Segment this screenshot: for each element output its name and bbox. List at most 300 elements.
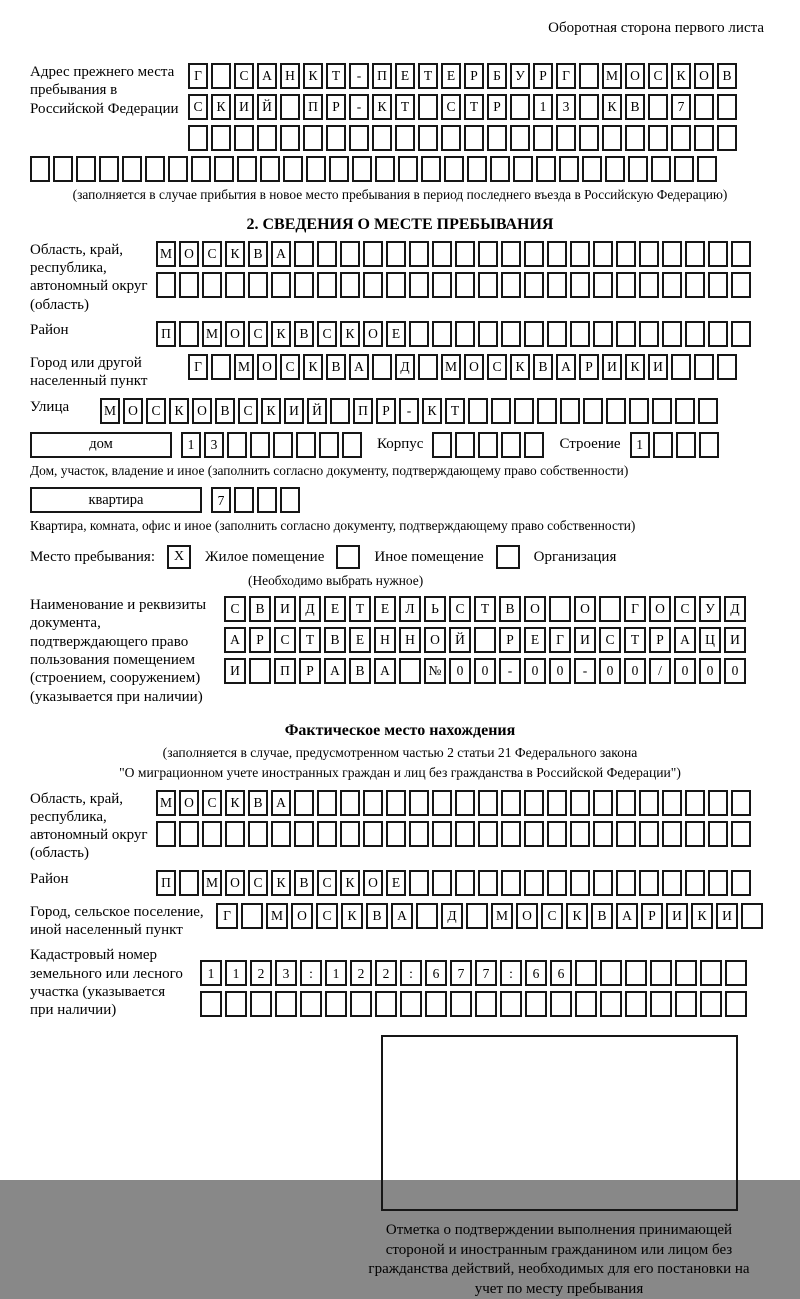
- char-cell[interactable]: О: [649, 596, 671, 622]
- char-cell[interactable]: Д: [441, 903, 463, 929]
- char-cell[interactable]: М: [202, 321, 222, 347]
- char-cell[interactable]: И: [716, 903, 738, 929]
- char-cell[interactable]: [340, 272, 360, 298]
- char-cell[interactable]: [570, 790, 590, 816]
- char-cell[interactable]: [650, 991, 672, 1017]
- char-cell[interactable]: [628, 156, 648, 182]
- char-cell[interactable]: [467, 156, 487, 182]
- char-cell[interactable]: [455, 790, 475, 816]
- char-cell[interactable]: И: [648, 354, 668, 380]
- char-cell[interactable]: [717, 125, 737, 151]
- char-cell[interactable]: [524, 321, 544, 347]
- char-cell[interactable]: 0: [674, 658, 696, 684]
- char-cell[interactable]: [524, 241, 544, 267]
- char-cell[interactable]: Ц: [699, 627, 721, 653]
- char-cell[interactable]: Т: [326, 63, 346, 89]
- char-cell[interactable]: [579, 63, 599, 89]
- char-cell[interactable]: [600, 960, 622, 986]
- char-cell[interactable]: [372, 354, 392, 380]
- char-cell[interactable]: [662, 790, 682, 816]
- char-cell[interactable]: [547, 321, 567, 347]
- char-cell[interactable]: И: [224, 658, 246, 684]
- char-cell[interactable]: [651, 156, 671, 182]
- char-cell[interactable]: [248, 272, 268, 298]
- char-cell[interactable]: Г: [556, 63, 576, 89]
- char-cell[interactable]: Т: [395, 94, 415, 120]
- char-cell[interactable]: 7: [475, 960, 497, 986]
- char-cell[interactable]: [156, 272, 176, 298]
- char-cell[interactable]: Д: [724, 596, 746, 622]
- char-cell[interactable]: С: [441, 94, 461, 120]
- char-cell[interactable]: [698, 398, 718, 424]
- char-cell[interactable]: [156, 821, 176, 847]
- char-cell[interactable]: [537, 398, 557, 424]
- char-cell[interactable]: [432, 272, 452, 298]
- char-cell[interactable]: В: [326, 354, 346, 380]
- stay-type-checkbox-inoe[interactable]: [336, 545, 360, 569]
- char-cell[interactable]: К: [303, 63, 323, 89]
- char-cell[interactable]: [639, 241, 659, 267]
- char-cell[interactable]: -: [499, 658, 521, 684]
- char-cell[interactable]: [547, 821, 567, 847]
- char-cell[interactable]: [708, 790, 728, 816]
- char-cell[interactable]: О: [123, 398, 143, 424]
- char-cell[interactable]: [375, 156, 395, 182]
- char-cell[interactable]: [570, 321, 590, 347]
- char-cell[interactable]: Б: [487, 63, 507, 89]
- char-cell[interactable]: [202, 272, 222, 298]
- char-cell[interactable]: [30, 156, 50, 182]
- char-cell[interactable]: [342, 432, 362, 458]
- char-cell[interactable]: К: [261, 398, 281, 424]
- char-cell[interactable]: [478, 321, 498, 347]
- char-cell[interactable]: [273, 432, 293, 458]
- char-cell[interactable]: [179, 272, 199, 298]
- char-cell[interactable]: [650, 960, 672, 986]
- char-cell[interactable]: [372, 125, 392, 151]
- char-cell[interactable]: К: [271, 870, 291, 896]
- char-cell[interactable]: [616, 272, 636, 298]
- char-cell[interactable]: У: [510, 63, 530, 89]
- char-cell[interactable]: [352, 156, 372, 182]
- char-cell[interactable]: [593, 241, 613, 267]
- char-cell[interactable]: Р: [326, 94, 346, 120]
- char-cell[interactable]: В: [294, 870, 314, 896]
- char-cell[interactable]: [662, 272, 682, 298]
- char-cell[interactable]: А: [349, 354, 369, 380]
- char-cell[interactable]: [593, 790, 613, 816]
- char-cell[interactable]: [694, 94, 714, 120]
- char-cell[interactable]: [501, 241, 521, 267]
- char-cell[interactable]: [708, 321, 728, 347]
- char-cell[interactable]: М: [100, 398, 120, 424]
- char-cell[interactable]: [700, 960, 722, 986]
- char-cell[interactable]: [524, 790, 544, 816]
- char-cell[interactable]: [475, 991, 497, 1017]
- char-cell[interactable]: П: [372, 63, 392, 89]
- char-cell[interactable]: Е: [386, 870, 406, 896]
- char-cell[interactable]: 0: [599, 658, 621, 684]
- char-cell[interactable]: [416, 903, 438, 929]
- char-cell[interactable]: Й: [257, 94, 277, 120]
- char-cell[interactable]: [399, 658, 421, 684]
- char-cell[interactable]: В: [324, 627, 346, 653]
- char-cell[interactable]: [685, 870, 705, 896]
- char-cell[interactable]: [202, 821, 222, 847]
- char-cell[interactable]: [675, 991, 697, 1017]
- char-cell[interactable]: [524, 870, 544, 896]
- char-cell[interactable]: [294, 272, 314, 298]
- char-cell[interactable]: [294, 821, 314, 847]
- char-cell[interactable]: О: [192, 398, 212, 424]
- char-cell[interactable]: [501, 432, 521, 458]
- char-cell[interactable]: В: [366, 903, 388, 929]
- char-cell[interactable]: О: [291, 903, 313, 929]
- char-cell[interactable]: Е: [374, 596, 396, 622]
- char-cell[interactable]: [409, 321, 429, 347]
- char-cell[interactable]: [547, 241, 567, 267]
- char-cell[interactable]: К: [340, 321, 360, 347]
- char-cell[interactable]: К: [602, 94, 622, 120]
- char-cell[interactable]: К: [169, 398, 189, 424]
- char-cell[interactable]: Т: [349, 596, 371, 622]
- char-cell[interactable]: А: [674, 627, 696, 653]
- char-cell[interactable]: С: [238, 398, 258, 424]
- char-cell[interactable]: О: [694, 63, 714, 89]
- char-cell[interactable]: [317, 790, 337, 816]
- char-cell[interactable]: [639, 870, 659, 896]
- char-cell[interactable]: Г: [188, 63, 208, 89]
- char-cell[interactable]: [570, 272, 590, 298]
- char-cell[interactable]: [418, 354, 438, 380]
- char-cell[interactable]: [409, 790, 429, 816]
- char-cell[interactable]: С: [449, 596, 471, 622]
- char-cell[interactable]: [510, 94, 530, 120]
- char-cell[interactable]: Г: [216, 903, 238, 929]
- char-cell[interactable]: [432, 870, 452, 896]
- char-cell[interactable]: О: [225, 870, 245, 896]
- char-cell[interactable]: [271, 821, 291, 847]
- char-cell[interactable]: К: [225, 790, 245, 816]
- char-cell[interactable]: [294, 790, 314, 816]
- char-cell[interactable]: [533, 125, 553, 151]
- char-cell[interactable]: Т: [464, 94, 484, 120]
- char-cell[interactable]: С: [202, 790, 222, 816]
- char-cell[interactable]: И: [602, 354, 622, 380]
- char-cell[interactable]: [524, 272, 544, 298]
- char-cell[interactable]: [510, 125, 530, 151]
- char-cell[interactable]: И: [666, 903, 688, 929]
- char-cell[interactable]: С: [188, 94, 208, 120]
- char-cell[interactable]: [731, 321, 751, 347]
- char-cell[interactable]: А: [324, 658, 346, 684]
- char-cell[interactable]: К: [225, 241, 245, 267]
- char-cell[interactable]: В: [499, 596, 521, 622]
- char-cell[interactable]: [605, 156, 625, 182]
- char-cell[interactable]: Р: [649, 627, 671, 653]
- char-cell[interactable]: [306, 156, 326, 182]
- char-cell[interactable]: Е: [349, 627, 371, 653]
- char-cell[interactable]: [671, 354, 691, 380]
- char-cell[interactable]: [662, 821, 682, 847]
- char-cell[interactable]: О: [625, 63, 645, 89]
- char-cell[interactable]: [694, 354, 714, 380]
- char-cell[interactable]: [466, 903, 488, 929]
- char-cell[interactable]: [317, 821, 337, 847]
- char-cell[interactable]: [386, 790, 406, 816]
- char-cell[interactable]: [280, 487, 300, 513]
- char-cell[interactable]: К: [341, 903, 363, 929]
- char-cell[interactable]: 6: [525, 960, 547, 986]
- char-cell[interactable]: [395, 125, 415, 151]
- char-cell[interactable]: [200, 991, 222, 1017]
- char-cell[interactable]: :: [500, 960, 522, 986]
- char-cell[interactable]: О: [179, 241, 199, 267]
- char-cell[interactable]: [616, 790, 636, 816]
- char-cell[interactable]: [708, 241, 728, 267]
- char-cell[interactable]: С: [317, 321, 337, 347]
- char-cell[interactable]: [741, 903, 763, 929]
- char-cell[interactable]: 0: [699, 658, 721, 684]
- char-cell[interactable]: Е: [324, 596, 346, 622]
- char-cell[interactable]: [708, 870, 728, 896]
- char-cell[interactable]: С: [316, 903, 338, 929]
- char-cell[interactable]: О: [179, 790, 199, 816]
- char-cell[interactable]: Е: [524, 627, 546, 653]
- char-cell[interactable]: [317, 272, 337, 298]
- char-cell[interactable]: [731, 870, 751, 896]
- char-cell[interactable]: [225, 991, 247, 1017]
- char-cell[interactable]: [582, 156, 602, 182]
- char-cell[interactable]: [409, 272, 429, 298]
- char-cell[interactable]: 3: [556, 94, 576, 120]
- char-cell[interactable]: С: [248, 321, 268, 347]
- char-cell[interactable]: Т: [624, 627, 646, 653]
- char-cell[interactable]: [685, 321, 705, 347]
- char-cell[interactable]: И: [284, 398, 304, 424]
- char-cell[interactable]: [653, 432, 673, 458]
- char-cell[interactable]: [675, 960, 697, 986]
- char-cell[interactable]: В: [591, 903, 613, 929]
- char-cell[interactable]: [685, 790, 705, 816]
- char-cell[interactable]: №: [424, 658, 446, 684]
- char-cell[interactable]: [340, 790, 360, 816]
- char-cell[interactable]: К: [340, 870, 360, 896]
- char-cell[interactable]: В: [248, 241, 268, 267]
- char-cell[interactable]: [676, 432, 696, 458]
- char-cell[interactable]: [317, 241, 337, 267]
- char-cell[interactable]: [211, 63, 231, 89]
- char-cell[interactable]: [294, 241, 314, 267]
- char-cell[interactable]: [234, 125, 254, 151]
- char-cell[interactable]: [625, 125, 645, 151]
- char-cell[interactable]: 0: [449, 658, 471, 684]
- char-cell[interactable]: [593, 272, 613, 298]
- char-cell[interactable]: [179, 321, 199, 347]
- char-cell[interactable]: [271, 272, 291, 298]
- char-cell[interactable]: О: [464, 354, 484, 380]
- char-cell[interactable]: М: [266, 903, 288, 929]
- char-cell[interactable]: [145, 156, 165, 182]
- stay-type-checkbox-zhiloe[interactable]: X: [167, 545, 191, 569]
- char-cell[interactable]: [685, 241, 705, 267]
- char-cell[interactable]: [280, 94, 300, 120]
- char-cell[interactable]: Й: [449, 627, 471, 653]
- char-cell[interactable]: [418, 94, 438, 120]
- char-cell[interactable]: [326, 125, 346, 151]
- char-cell[interactable]: [249, 658, 271, 684]
- char-cell[interactable]: [53, 156, 73, 182]
- char-cell[interactable]: К: [372, 94, 392, 120]
- char-cell[interactable]: Л: [399, 596, 421, 622]
- char-cell[interactable]: К: [271, 321, 291, 347]
- char-cell[interactable]: [441, 125, 461, 151]
- char-cell[interactable]: [549, 596, 571, 622]
- char-cell[interactable]: [639, 821, 659, 847]
- char-cell[interactable]: Р: [579, 354, 599, 380]
- char-cell[interactable]: Р: [487, 94, 507, 120]
- char-cell[interactable]: И: [724, 627, 746, 653]
- char-cell[interactable]: [616, 241, 636, 267]
- char-cell[interactable]: [648, 94, 668, 120]
- char-cell[interactable]: [303, 125, 323, 151]
- char-cell[interactable]: О: [257, 354, 277, 380]
- char-cell[interactable]: [363, 272, 383, 298]
- char-cell[interactable]: [168, 156, 188, 182]
- char-cell[interactable]: А: [374, 658, 396, 684]
- char-cell[interactable]: [455, 241, 475, 267]
- char-cell[interactable]: [501, 870, 521, 896]
- char-cell[interactable]: [675, 398, 695, 424]
- char-cell[interactable]: -: [574, 658, 596, 684]
- char-cell[interactable]: [593, 870, 613, 896]
- char-cell[interactable]: [211, 125, 231, 151]
- char-cell[interactable]: [340, 241, 360, 267]
- char-cell[interactable]: [225, 821, 245, 847]
- char-cell[interactable]: [699, 432, 719, 458]
- char-cell[interactable]: [652, 398, 672, 424]
- char-cell[interactable]: [99, 156, 119, 182]
- char-cell[interactable]: [639, 790, 659, 816]
- char-cell[interactable]: [616, 821, 636, 847]
- char-cell[interactable]: [536, 156, 556, 182]
- char-cell[interactable]: О: [363, 321, 383, 347]
- char-cell[interactable]: [501, 790, 521, 816]
- char-cell[interactable]: [697, 156, 717, 182]
- char-cell[interactable]: П: [303, 94, 323, 120]
- char-cell[interactable]: С: [248, 870, 268, 896]
- char-cell[interactable]: С: [674, 596, 696, 622]
- char-cell[interactable]: [432, 432, 452, 458]
- char-cell[interactable]: 0: [549, 658, 571, 684]
- char-cell[interactable]: 6: [425, 960, 447, 986]
- char-cell[interactable]: [694, 125, 714, 151]
- char-cell[interactable]: М: [234, 354, 254, 380]
- char-cell[interactable]: [227, 432, 247, 458]
- char-cell[interactable]: 0: [524, 658, 546, 684]
- char-cell[interactable]: [560, 398, 580, 424]
- char-cell[interactable]: [570, 821, 590, 847]
- char-cell[interactable]: [491, 398, 511, 424]
- char-cell[interactable]: И: [274, 596, 296, 622]
- char-cell[interactable]: [629, 398, 649, 424]
- char-cell[interactable]: [648, 125, 668, 151]
- char-cell[interactable]: [671, 125, 691, 151]
- char-cell[interactable]: Е: [395, 63, 415, 89]
- char-cell[interactable]: [685, 272, 705, 298]
- char-cell[interactable]: 2: [350, 960, 372, 986]
- char-cell[interactable]: [717, 354, 737, 380]
- char-cell[interactable]: [275, 991, 297, 1017]
- char-cell[interactable]: [418, 125, 438, 151]
- char-cell[interactable]: Р: [464, 63, 484, 89]
- char-cell[interactable]: [550, 991, 572, 1017]
- char-cell[interactable]: [363, 241, 383, 267]
- char-cell[interactable]: :: [400, 960, 422, 986]
- char-cell[interactable]: [731, 821, 751, 847]
- char-cell[interactable]: [409, 821, 429, 847]
- char-cell[interactable]: [556, 125, 576, 151]
- char-cell[interactable]: [237, 156, 257, 182]
- char-cell[interactable]: [599, 596, 621, 622]
- char-cell[interactable]: Д: [395, 354, 415, 380]
- char-cell[interactable]: И: [234, 94, 254, 120]
- char-cell[interactable]: Р: [533, 63, 553, 89]
- char-cell[interactable]: [214, 156, 234, 182]
- char-cell[interactable]: [575, 991, 597, 1017]
- char-cell[interactable]: [250, 991, 272, 1017]
- char-cell[interactable]: О: [516, 903, 538, 929]
- stay-type-checkbox-org[interactable]: [496, 545, 520, 569]
- char-cell[interactable]: А: [224, 627, 246, 653]
- char-cell[interactable]: [579, 125, 599, 151]
- char-cell[interactable]: С: [202, 241, 222, 267]
- char-cell[interactable]: Т: [418, 63, 438, 89]
- char-cell[interactable]: [478, 821, 498, 847]
- char-cell[interactable]: [579, 94, 599, 120]
- char-cell[interactable]: [409, 241, 429, 267]
- char-cell[interactable]: [708, 272, 728, 298]
- char-cell[interactable]: 7: [450, 960, 472, 986]
- char-cell[interactable]: [593, 321, 613, 347]
- char-cell[interactable]: [122, 156, 142, 182]
- char-cell[interactable]: М: [491, 903, 513, 929]
- dom-box[interactable]: дом: [30, 432, 172, 458]
- char-cell[interactable]: [616, 870, 636, 896]
- char-cell[interactable]: [685, 821, 705, 847]
- char-cell[interactable]: -: [349, 94, 369, 120]
- char-cell[interactable]: [386, 821, 406, 847]
- char-cell[interactable]: [432, 790, 452, 816]
- char-cell[interactable]: [524, 432, 544, 458]
- char-cell[interactable]: В: [349, 658, 371, 684]
- char-cell[interactable]: [225, 272, 245, 298]
- char-cell[interactable]: С: [224, 596, 246, 622]
- char-cell[interactable]: [234, 487, 254, 513]
- char-cell[interactable]: М: [202, 870, 222, 896]
- char-cell[interactable]: К: [691, 903, 713, 929]
- char-cell[interactable]: [349, 125, 369, 151]
- char-cell[interactable]: [340, 821, 360, 847]
- char-cell[interactable]: Г: [549, 627, 571, 653]
- char-cell[interactable]: [444, 156, 464, 182]
- char-cell[interactable]: [731, 241, 751, 267]
- char-cell[interactable]: [363, 790, 383, 816]
- char-cell[interactable]: [283, 156, 303, 182]
- char-cell[interactable]: Т: [474, 596, 496, 622]
- char-cell[interactable]: [421, 156, 441, 182]
- char-cell[interactable]: С: [280, 354, 300, 380]
